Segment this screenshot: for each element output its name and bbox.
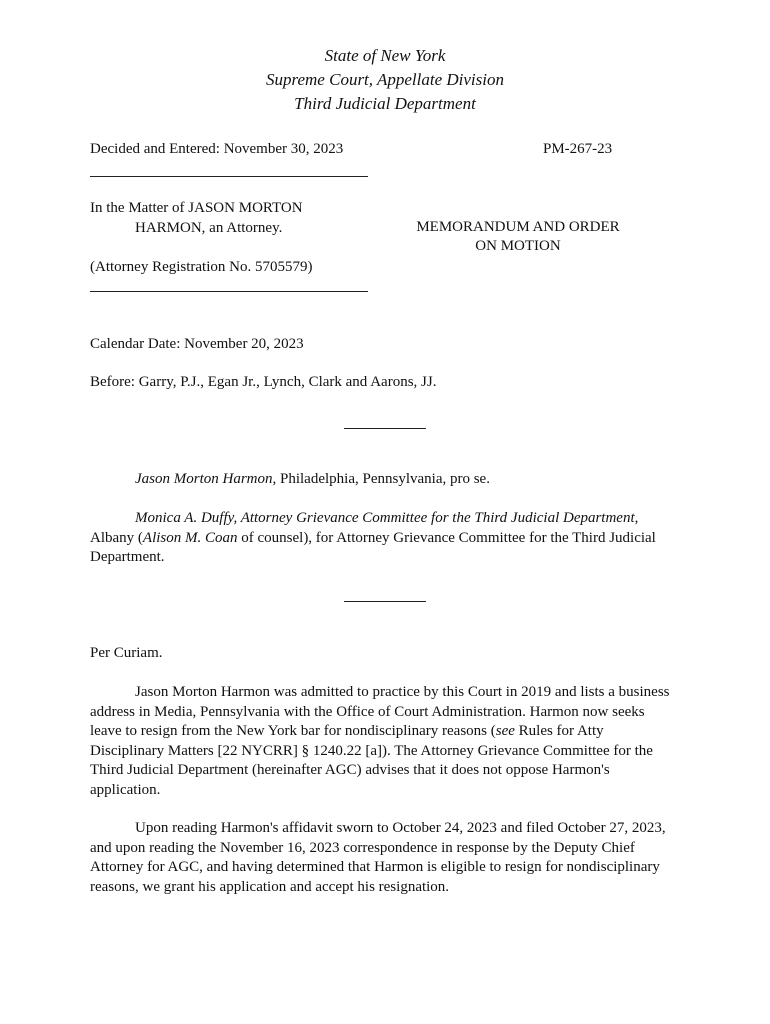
attorney-registration: (Attorney Registration No. 5705579)	[90, 259, 313, 275]
court-state: State of New York	[324, 46, 446, 65]
section-divider	[344, 601, 426, 602]
caption-divider-top	[90, 176, 368, 177]
matter-line2: HARMON, an Attorney.	[135, 220, 283, 236]
body-paragraph-1: Jason Morton Harmon was admitted to practice by this Court in 2019 and lists a business address in Media, Pennsylvania with the Office of Court Administration. Harmon now seeks leave to resign from the New York bar for nondisciplinary reasons (see Rules for Atty Disciplinary Matters [22 NYCRR] § 1240.22 [a]). The Attorney Grievance Committee for the Third Judicial Department (hereinafter AGC) advises that it does not oppose Harmon's application.	[90, 684, 670, 798]
body-paragraph-2: Upon reading Harmon's affidavit sworn to October 24, 2023 and filed October 27, 2023, and upon reading the November 16, 2023 correspondence in response by the Deputy Chief Attorney for AGC, and having determined that Harmon is eligible to resign for nondisciplinary reasons, we grant his application and accept his resignation.	[90, 820, 666, 895]
matter-line1: In the Matter of JASON MORTON	[90, 200, 303, 216]
document-type-line1: MEMORANDUM AND ORDER	[416, 219, 620, 235]
caption-divider-bottom	[90, 291, 368, 292]
panel-before: Before: Garry, P.J., Egan Jr., Lynch, Clark and Aarons, JJ.	[90, 374, 437, 390]
document-type-line2: ON MOTION	[475, 238, 561, 254]
section-divider	[344, 428, 426, 429]
per-curiam-heading: Per Curiam.	[90, 645, 163, 661]
court-division: Supreme Court, Appellate Division	[266, 70, 504, 89]
decided-date: Decided and Entered: November 30, 2023	[90, 141, 344, 157]
appearance-committee: Monica A. Duffy, Attorney Grievance Committee for the Third Judicial Department, Albany (Alison M. Coan of counsel), for Attorney Grievance Committee for the Third Judicial Department.	[90, 510, 656, 565]
court-department: Third Judicial Department	[294, 94, 476, 113]
docket-number: PM-267-23	[543, 141, 613, 157]
committee-name: Monica A. Duffy, Attorney Grievance Committee for the Third Judicial Department	[135, 510, 635, 526]
counsel-name: Alison M. Coan	[142, 529, 238, 546]
appearance-respondent: Jason Morton Harmon, Philadelphia, Pennsylvania, pro se.	[135, 471, 490, 487]
calendar-date: Calendar Date: November 20, 2023	[90, 336, 304, 352]
respondent-name: Jason Morton Harmon	[135, 471, 273, 487]
